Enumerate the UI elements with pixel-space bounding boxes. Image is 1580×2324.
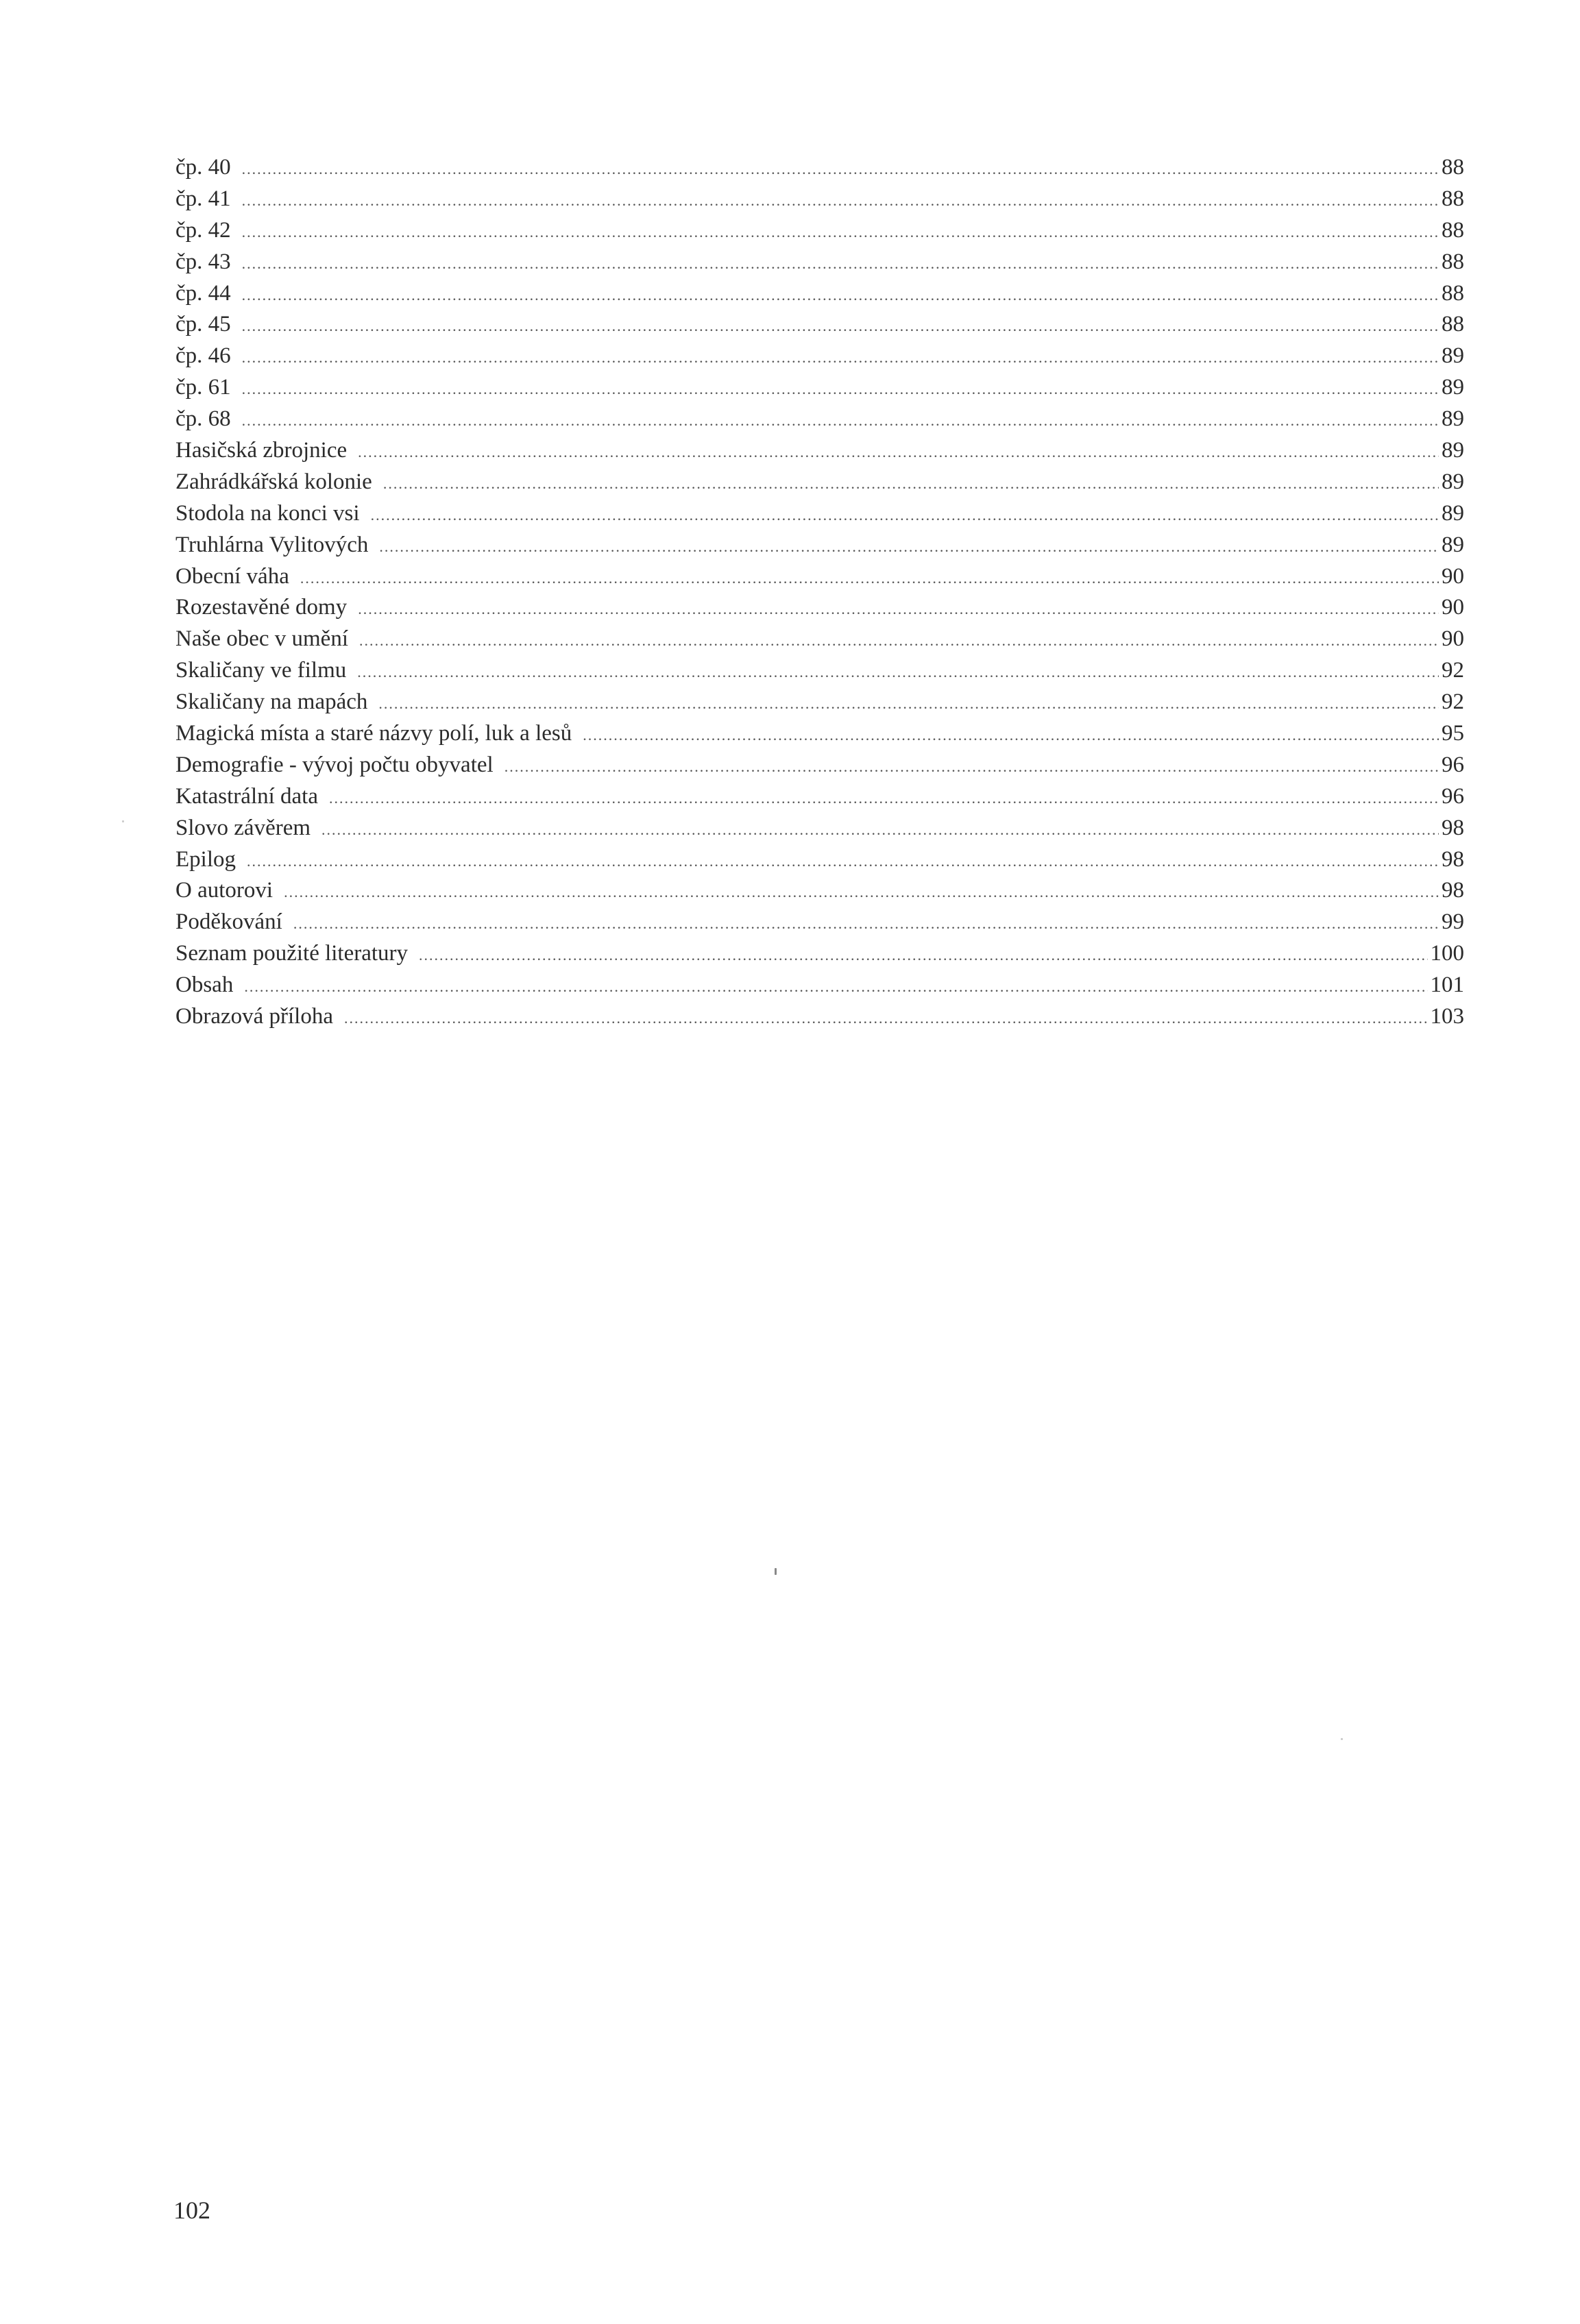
toc-entry-page: 89: [1442, 438, 1464, 463]
toc-entry-page: 98: [1442, 878, 1464, 903]
dot-leader: [242, 310, 1439, 342]
dot-leader: [247, 846, 1439, 877]
toc-entry-page: 88: [1442, 249, 1464, 274]
toc-entry: [175, 655, 1464, 687]
toc-entry-label: čp. 41: [175, 186, 231, 211]
toc-entry-label: Obecní váha: [175, 563, 289, 589]
toc-entry: [175, 781, 1464, 813]
toc-entry: [175, 938, 1464, 970]
scan-speck: [122, 820, 124, 822]
toc-entry-label: Demografie - vývoj počtu obyvatel: [175, 752, 494, 777]
toc-entry: [175, 498, 1464, 530]
dot-leader: [293, 908, 1439, 940]
toc-entry-page: 98: [1442, 846, 1464, 872]
toc-entry: [175, 561, 1464, 593]
toc-entry: [175, 467, 1464, 498]
toc-entry-label: O autorovi: [175, 878, 274, 903]
toc-entry-label: Stodola na konci vsi: [175, 500, 360, 526]
dot-leader: [242, 217, 1439, 248]
dot-leader: [358, 594, 1439, 625]
toc-entry-page: 92: [1442, 658, 1464, 683]
dot-leader: [244, 971, 1427, 1003]
dot-leader: [583, 720, 1439, 751]
toc-entry-page: 88: [1442, 312, 1464, 337]
toc-entry: [175, 875, 1464, 907]
toc-entry-page: 98: [1442, 815, 1464, 840]
toc-entry-label: Rozestavěné domy: [175, 595, 348, 620]
dot-leader: [242, 280, 1439, 311]
toc-entry-label: Obrazová příloha: [175, 1004, 333, 1029]
toc-entry: [175, 309, 1464, 341]
toc-entry-label: čp. 68: [175, 406, 231, 432]
toc-entry-page: 92: [1442, 689, 1464, 715]
toc-entry-label: Truhlárna Vylitových: [175, 532, 369, 557]
toc-entry: [175, 278, 1464, 310]
dot-leader: [242, 405, 1439, 437]
toc-entry: [175, 592, 1464, 624]
toc-entry-label: Seznam použité literatury: [175, 941, 409, 966]
toc-entry-label: Poděkování: [175, 909, 282, 935]
toc-entry-label: Hasičská zbrojnice: [175, 438, 348, 463]
toc-entry-page: 88: [1442, 217, 1464, 243]
dot-leader: [378, 688, 1439, 720]
toc-entry-page: 90: [1442, 595, 1464, 620]
toc-entry: [175, 970, 1464, 1001]
dot-leader: [358, 437, 1439, 468]
toc-entry-label: Epilog: [175, 846, 236, 872]
toc-entry-label: Obsah: [175, 973, 234, 998]
toc-entry: [175, 435, 1464, 467]
toc-entry-label: Zahrádkářská kolonie: [175, 469, 372, 494]
toc-entry: [175, 215, 1464, 247]
toc-entry: [175, 813, 1464, 844]
toc-entry-page: 88: [1442, 186, 1464, 211]
toc-entry-label: čp. 61: [175, 375, 231, 400]
toc-entry-label: čp. 40: [175, 155, 231, 180]
dot-leader: [242, 374, 1439, 405]
toc-entry-label: čp. 46: [175, 343, 231, 369]
dot-leader: [242, 248, 1439, 280]
dot-leader: [371, 500, 1439, 531]
toc-entry: [175, 247, 1464, 278]
dot-leader: [359, 625, 1439, 657]
toc-entry-label: čp. 45: [175, 312, 231, 337]
dot-leader: [242, 185, 1439, 217]
toc-entry: [175, 687, 1464, 718]
toc-entry-page: 88: [1442, 155, 1464, 180]
toc-entry: [175, 184, 1464, 215]
toc-entry-label: čp. 43: [175, 249, 231, 274]
toc-entry-page: 95: [1442, 721, 1464, 746]
scan-speck: [775, 1568, 777, 1575]
toc-entry-page: 89: [1442, 343, 1464, 369]
toc-entry-label: Skaličany ve filmu: [175, 658, 347, 683]
dot-leader: [383, 468, 1439, 500]
toc-entry-label: Skaličany na mapách: [175, 689, 368, 715]
dot-leader: [242, 342, 1439, 374]
toc-entry-page: 100: [1430, 941, 1464, 966]
scan-speck: [1341, 1738, 1343, 1740]
toc-entry: [175, 152, 1464, 184]
toc-entry-page: 88: [1442, 280, 1464, 306]
toc-entry-page: 101: [1430, 973, 1464, 998]
dot-leader: [344, 1003, 1428, 1034]
toc-entry-label: Slovo závěrem: [175, 815, 311, 840]
toc-entry-page: 90: [1442, 563, 1464, 589]
dot-leader: [242, 154, 1439, 185]
toc-entry: [175, 750, 1464, 781]
toc-entry-page: 89: [1442, 375, 1464, 400]
toc-entry: [175, 718, 1464, 750]
toc-entry-label: čp. 42: [175, 217, 231, 243]
dot-leader: [379, 531, 1439, 563]
toc-entry: [175, 341, 1464, 372]
toc-entry-label: čp. 44: [175, 280, 231, 306]
toc-entry-page: 96: [1442, 783, 1464, 809]
toc-entry-page: 103: [1430, 1004, 1464, 1029]
toc-entry-page: 89: [1442, 532, 1464, 557]
dot-leader: [284, 877, 1439, 908]
dot-leader: [357, 657, 1439, 688]
dot-leader: [505, 751, 1439, 783]
table-of-contents: [175, 152, 1464, 1033]
toc-entry-label: Naše obec v umění: [175, 626, 348, 652]
toc-entry: [175, 530, 1464, 561]
toc-entry: [175, 404, 1464, 435]
page-number: 102: [173, 2197, 210, 2224]
toc-entry: [175, 907, 1464, 938]
toc-entry-label: Katastrální data: [175, 783, 318, 809]
dot-leader: [300, 563, 1439, 594]
toc-entry: [175, 624, 1464, 655]
toc-entry-label: Magická místa a staré názvy polí, luk a lesů: [175, 721, 572, 746]
toc-entry-page: 89: [1442, 406, 1464, 432]
toc-entry-page: 99: [1442, 909, 1464, 935]
toc-entry-page: 90: [1442, 626, 1464, 652]
dot-leader: [419, 940, 1427, 971]
toc-entry-page: 89: [1442, 469, 1464, 494]
toc-entry-page: 96: [1442, 752, 1464, 777]
toc-entry: [175, 1001, 1464, 1033]
dot-leader: [329, 783, 1439, 814]
toc-entry: [175, 844, 1464, 876]
dot-leader: [321, 814, 1439, 846]
toc-entry-page: 89: [1442, 500, 1464, 526]
toc-entry: [175, 372, 1464, 404]
